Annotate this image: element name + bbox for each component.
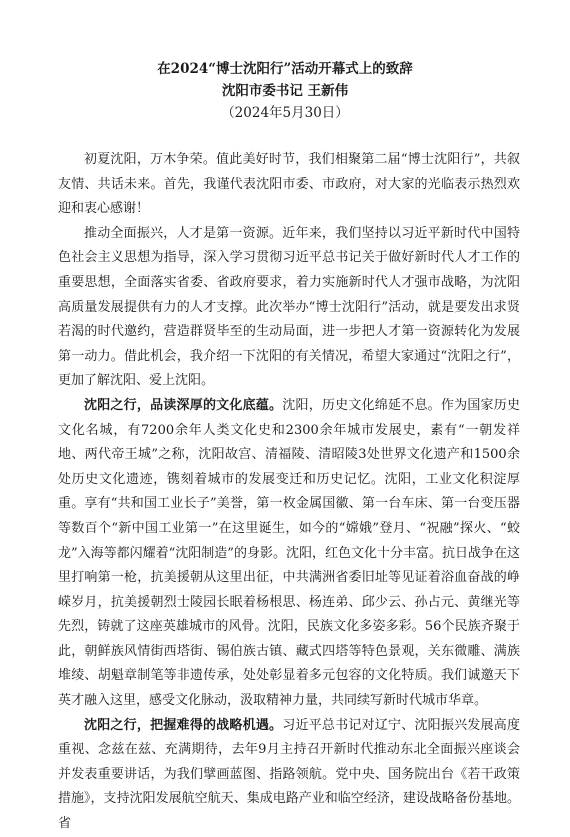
paragraph-talent	[58, 222, 520, 394]
paragraph-culture	[58, 394, 520, 714]
paragraph-text: 推动全面振兴，人才是第一资源。近年来，我们坚持以习近平新时代中国特色社会主义思想为指导，深入学习贯彻习近平总书记关于做好新时代人才工作的重要思想，全面落实省委、省政府要求，着力实施新时代人才强市战略，为沈阳高质量发展提供有力的人才支撑。此次举办“博士沈阳行”活动，就是要发出求贤若渴的时代邀约，营造群贤毕至的生动局面，进一步把人才第一资源转化为发展第一动力。借此机会，我介绍一下沈阳的有关情况，希望大家通过“沈阳之行”，更加了解沈阳、爱上沈阳。	[58, 225, 520, 389]
paragraph-strategy	[58, 714, 520, 837]
paragraph-welcome	[58, 148, 520, 222]
paragraph-lead: 沈阳之行，把握难得的战略机遇。	[84, 717, 283, 733]
paragraph-text: 初夏沈阳，万木争荣。值此美好时节，我们相聚第二届“博士沈阳行”，共叙友情、共话未来。首先，我谨代表沈阳市委、市政府，对大家的光临表示热烈欢迎和衷心感谢！	[58, 152, 520, 217]
date-line: （2024年5月30日）	[221, 105, 349, 121]
paragraph-lead: 沈阳之行，品读深厚的文化底蕴。	[84, 397, 283, 413]
paragraph-text: 沈阳，历史文化绵延不息。作为国家历史文化名城，有7200余年人类文化史和2300余年城市发展史，素有“一朝发祥地、两代帝王城”之称，沈阳故宫、清福陵、清昭陵3处世界文化遗产和1500余处历史文化遗迹，镌刻着城市的发展变迁和历史记忆。沈阳，工业文化积淀厚重。享有“共和国工业长子”美誉，第一枚金属国徽、第一台车床、第一台变压器等数百个“新中国工业第一”在这里诞生，如今的“嫦娥”登月、“祝融”探火、“蛟龙”入海等都闪耀着“沈阳制造”的身影。沈阳，红色文化十分丰富。抗日战争在这里打响第一枪，抗美援朝从这里出征，中共满洲省委旧址等见证着浴血奋战的峥嵘岁月，抗美援朝烈士陵园长眠着杨根思、杨连弟、邱少云、孙占元、黄继光等先烈，铸就了这座英雄城市的风骨。沈阳，民族文化多姿多彩。56个民族齐聚于此，朝鲜族风情街西塔街、锡伯族古镇、藏式四塔等特色景观，关东微雕、满族堆绫、胡魁章制笔等非遗传承，处处彰显着多元包容的文化特质。我们诚邀天下英才融入这里，感受文化脉动，汲取精神力量，共同续写新时代城市华章。	[58, 397, 520, 709]
document-title: 在2024“博士沈阳行”活动开幕式上的致辞	[157, 61, 413, 77]
document-header	[0, 58, 570, 124]
paragraph-text: 习近平总书记对辽宁、沈阳振兴发展高度重视、念兹在兹、充满期待，去年9月主持召开新时代推动东北全面振兴座谈会并发表重要讲话，为我们擘画蓝图、指路领航。党中央、国务院出台《若干政策措施》，支持沈阳发展航空航天、集成电路产业和临空经济，建设战略备份基地。省	[58, 717, 520, 832]
author-line: 沈阳市委书记 王新伟	[221, 83, 349, 99]
document-body	[58, 148, 520, 837]
